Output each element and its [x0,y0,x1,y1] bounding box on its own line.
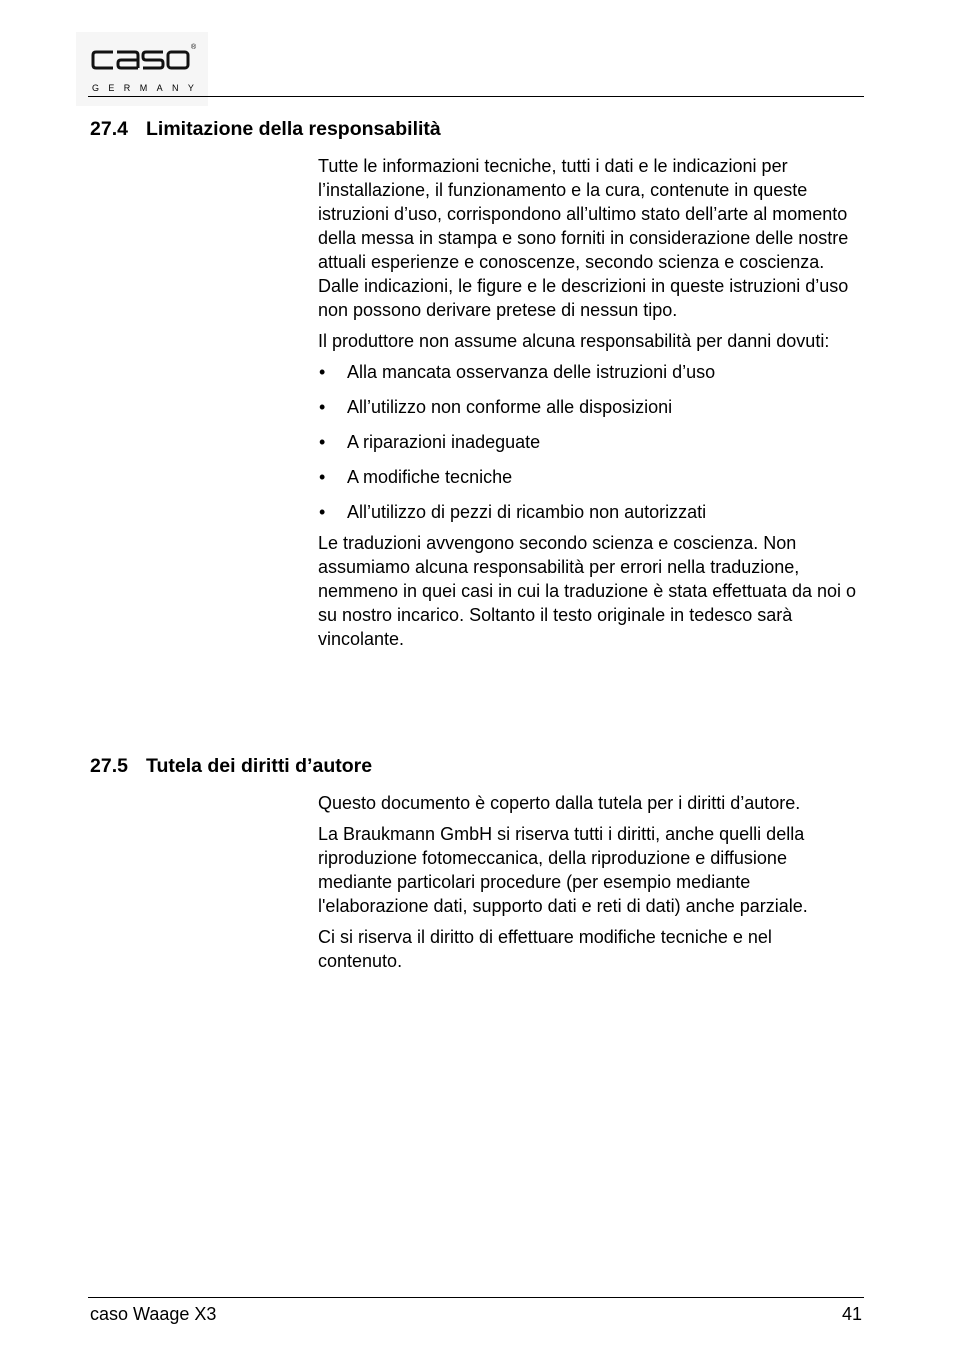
list-item [318,465,858,489]
bullet-list [318,360,858,524]
registered-mark: ® [191,44,197,51]
section-title: Limitazione della responsabilità [146,118,441,140]
list-item [318,360,858,384]
list-item [318,430,858,454]
page-number: 41 [841,1304,862,1324]
bullet-icon: • [319,502,326,522]
section-heading-27-4 [90,117,441,141]
list-item-text: All’utilizzo non conforme alle disposizioni [347,397,673,417]
footer-rule [88,1297,864,1298]
caso-logo [76,32,208,106]
footer-doc-title: caso Waage X3 [90,1304,217,1324]
header-rule [88,96,864,97]
section-number: 27.5 [90,755,128,777]
section-body-27-4 [318,154,858,658]
list-item [318,500,858,524]
list-item-text: A modifiche tecniche [347,467,513,487]
logo-subtitle: GERMANY [92,83,204,93]
paragraph: Le traduzioni avvengono secondo scienza e coscienza. Non assumiamo alcuna responsabilità per errori nella traduzione, nemmeno in quei casi in cui la traduzione è stata effettuata da noi o su nostro incarico. Soltanto il testo originale in tedesco sarà vincolante. [318,533,857,649]
bullet-icon: • [319,467,326,487]
caso-wordmark-icon [91,49,191,71]
bullet-icon: • [319,397,326,417]
paragraph [318,154,858,322]
section-title: Tutela dei diritti d’autore [146,755,373,777]
list-item [318,395,858,419]
paragraph-text: Dalle indicazioni, le figure e le descrizioni in queste istruzioni d’uso non possono derivare pretese di nessun tipo. [318,276,849,320]
paragraph: Questo documento è coperto dalla tutela per i diritti d’autore. [318,793,801,813]
paragraph: Il produttore non assume alcuna responsabilità per danni dovuti: [318,331,830,351]
section-heading-27-5 [90,754,372,778]
list-item-text: A riparazioni inadeguate [347,432,541,452]
bullet-icon: • [319,432,326,452]
bullet-icon: • [319,362,326,382]
paragraph: Ci si riserva il diritto di effettuare modifiche tecniche e nel contenuto. [318,927,772,971]
paragraph: La Braukmann GmbH si riserva tutti i diritti, anche quelli della riproduzione fotomeccanica, della riproduzione e diffusione mediante particolari procedure (per esempio mediante l'elaborazione dati, supporto dati e reti di dati) anche parziale. [318,824,808,916]
list-item-text: Alla mancata osservanza delle istruzioni d’uso [347,362,716,382]
section-body-27-5 [318,791,858,980]
paragraph-text: Tutte le informazioni tecniche, tutti i dati e le indicazioni per l’installazione, il funzionamento e la cura, contenute in queste istruzioni d’uso, corrispondono all’ultimo stato dell’arte al momento della messa in stampa e sono forniti in considerazione delle nostre attuali esperienze e conoscenze, secondo scienza e coscienza. [318,156,849,272]
list-item-text: All’utilizzo di pezzi di ricambio non autorizzati [347,502,707,522]
section-number: 27.4 [90,118,128,140]
